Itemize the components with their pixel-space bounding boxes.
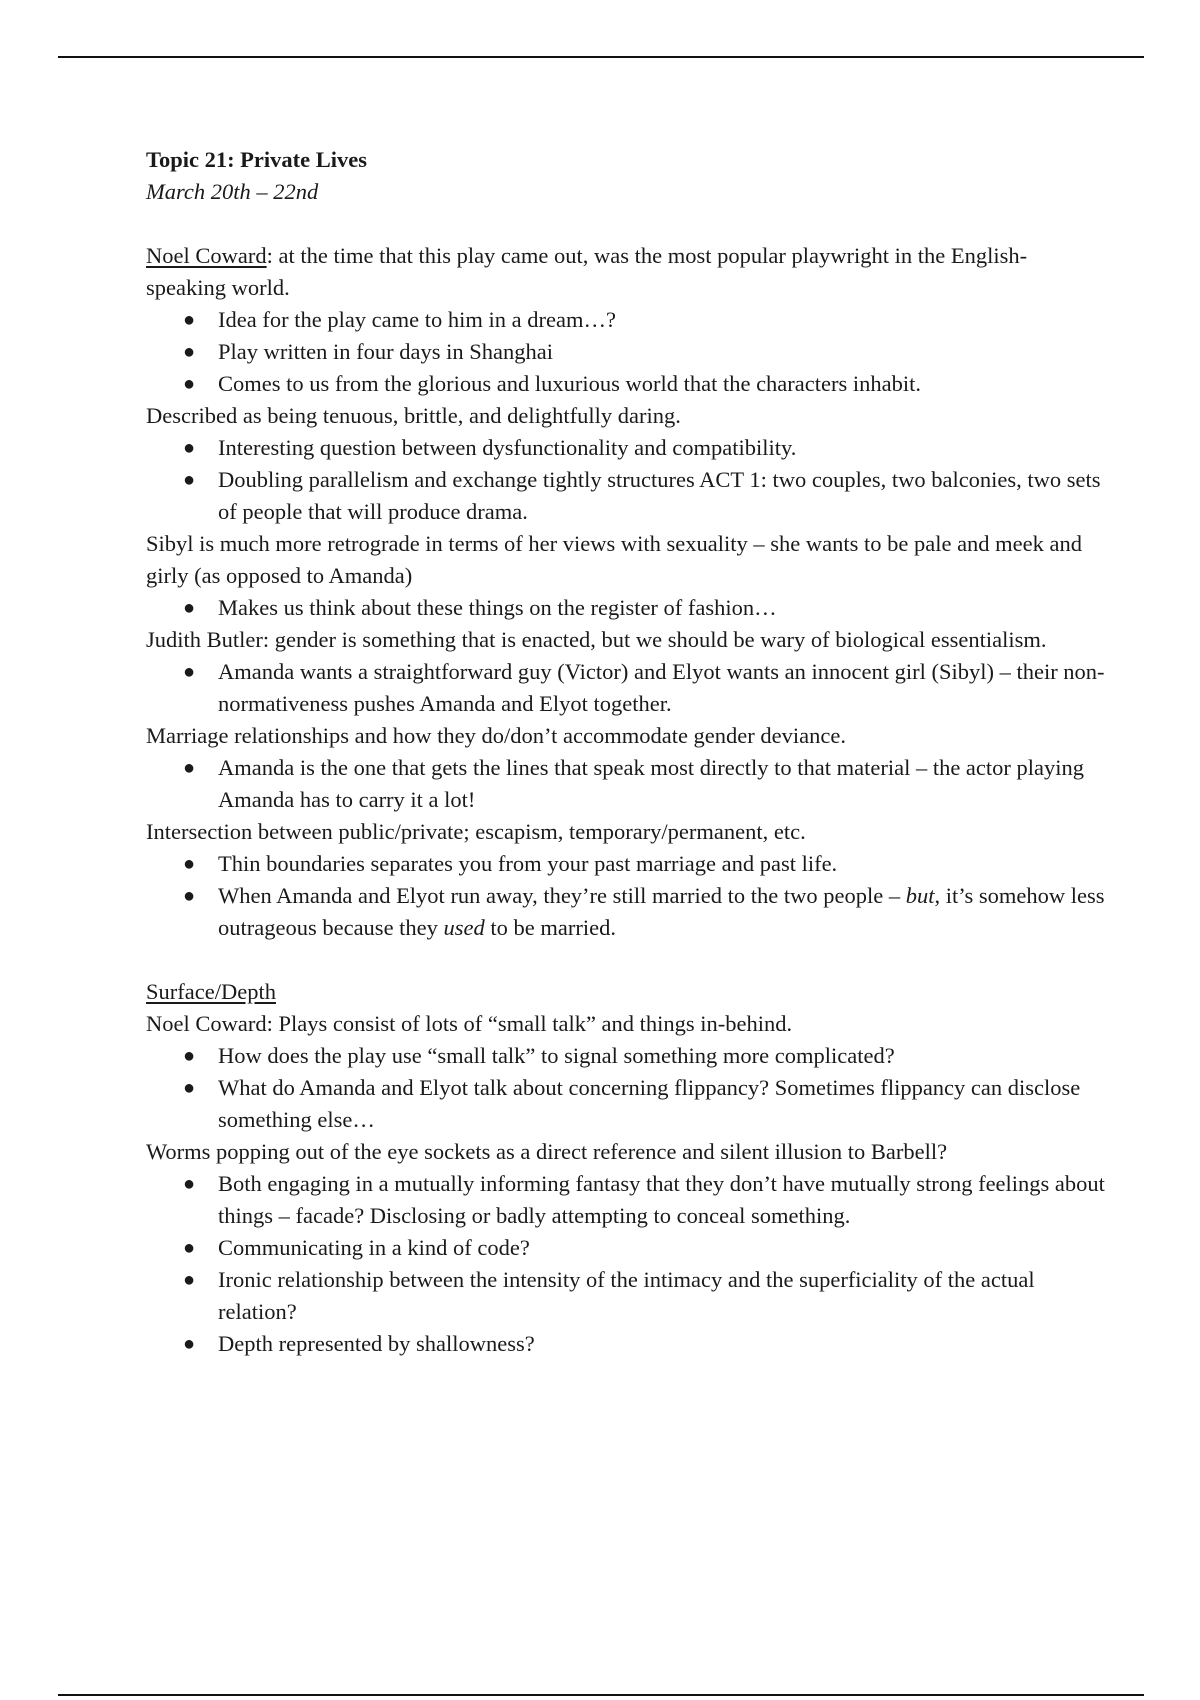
bullet-icon: ● [183,1333,196,1355]
bullet-icon: ● [183,1045,196,1067]
list-item: ● Interesting question between dysfunctionality and compatibility. [146,432,1106,464]
paragraph: Noel Coward: Plays consist of lots of “small talk” and things in-behind. [146,1011,793,1036]
bullet-icon: ● [183,1237,196,1259]
paragraph: Intersection between public/private; escapism, temporary/permanent, etc. [146,819,806,844]
bullet-icon: ● [183,1269,196,1291]
list-item: ● Comes to us from the glorious and luxurious world that the characters inhabit. [146,368,1106,400]
bullet-list [146,592,1106,624]
list-item: ● Play written in four days in Shanghai [146,336,1106,368]
list-item: ● Depth represented by shallowness? [146,1328,1106,1360]
bullet-list [146,752,1106,816]
intro-text: : at the time that this play came out, was the most popular playwright in the English-speaking world. [146,243,1028,300]
bullet-icon: ● [183,661,196,683]
bullet-icon: ● [183,373,196,395]
bullet-list [146,1168,1106,1360]
paragraph: Sibyl is much more retrograde in terms of her views with sexuality – she wants to be pale and meek and girly (as opposed to Amanda) [146,531,1083,588]
bullet-list [146,304,1106,400]
bullet-icon: ● [183,597,196,619]
bullet-list [146,848,1106,944]
list-item: ● Amanda wants a straightforward guy (Victor) and Elyot wants an innocent girl (Sibyl) – their non-normativeness pushes Amanda and Elyot together. [146,656,1106,720]
bottom-rule [58,1694,1144,1696]
bullet-list [146,432,1106,528]
paragraph: Worms popping out of the eye sockets as a direct reference and silent illusion to Barbell? [146,1139,948,1164]
bullet-icon: ● [183,341,196,363]
intro-paragraph [146,240,1106,304]
list-item: ● How does the play use “small talk” to signal something more complicated? [146,1040,1106,1072]
top-rule [58,56,1144,58]
bullet-icon: ● [183,309,196,331]
bullet-icon: ● [183,885,196,907]
bullet-icon: ● [183,1077,196,1099]
paragraph: Judith Butler: gender is something that is enacted, but we should be wary of biological essentialism. [146,627,1047,652]
document-body [146,144,1106,1360]
page-title: Topic 21: Private Lives [146,147,368,172]
section-heading: Surface/Depth [146,979,276,1004]
page-date: March 20th – 22nd [146,179,319,204]
list-item: ● Idea for the play came to him in a dream…? [146,304,1106,336]
bullet-list [146,1040,1106,1136]
list-item: ● What do Amanda and Elyot talk about concerning flippancy? Sometimes flippancy can disclose something else… [146,1072,1106,1136]
bullet-icon: ● [183,1173,196,1195]
bullet-icon: ● [183,437,196,459]
list-item: ● Both engaging in a mutually informing fantasy that they don’t have mutually strong feelings about things – facade? Disclosing or badly attempting to conceal something. [146,1168,1106,1232]
bullet-icon: ● [183,469,196,491]
list-item: ● Ironic relationship between the intensity of the intimacy and the superficiality of the actual relation? [146,1264,1106,1328]
list-item: ● Communicating in a kind of code? [146,1232,1106,1264]
list-item: ● Amanda is the one that gets the lines that speak most directly to that material – the actor playing Amanda has to carry it a lot! [146,752,1106,816]
bullet-list [146,656,1106,720]
intro-term: Noel Coward [146,243,267,268]
bullet-icon: ● [183,757,196,779]
section-gap [146,944,1106,976]
list-item: ● Doubling parallelism and exchange tightly structures ACT 1: two couples, two balconies, two sets of people that will produce drama. [146,464,1106,528]
list-item: ● When Amanda and Elyot run away, they’re still married to the two people – but, it’s somehow less outrageous because they used to be married. [146,880,1106,944]
list-item: ● Makes us think about these things on the register of fashion… [146,592,1106,624]
list-item: ● Thin boundaries separates you from your past marriage and past life. [146,848,1106,880]
paragraph: Marriage relationships and how they do/don’t accommodate gender deviance. [146,723,846,748]
paragraph: Described as being tenuous, brittle, and delightfully daring. [146,403,681,428]
bullet-icon: ● [183,853,196,875]
